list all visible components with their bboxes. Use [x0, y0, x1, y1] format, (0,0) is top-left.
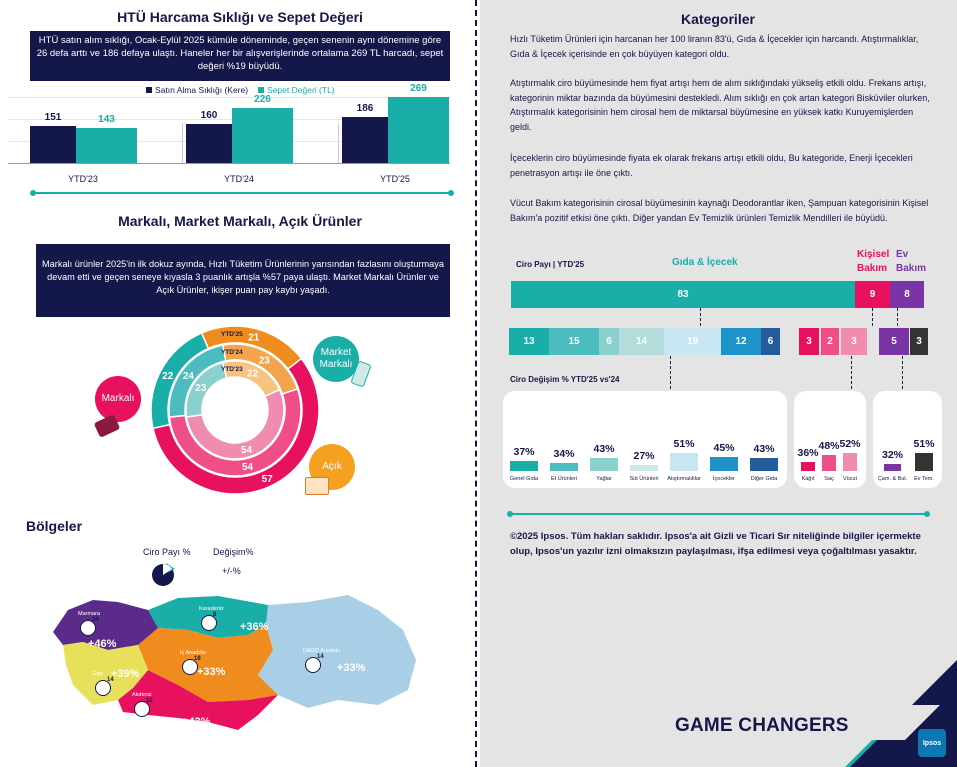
- donut-ring-label: YTD'23: [221, 366, 243, 373]
- donut-value-label: 22: [247, 368, 259, 380]
- change-value-label: 45%: [713, 441, 735, 454]
- connector-card3: [902, 356, 903, 394]
- region-change-value: +36%: [240, 621, 269, 633]
- x-tick-label: YTD'25: [380, 174, 410, 184]
- connector-card2: [851, 356, 852, 394]
- change-value-label: 36%: [797, 446, 819, 459]
- legend-change: Değişim%: [213, 547, 254, 557]
- ev-label-1: Ev: [896, 249, 909, 260]
- bubble-acik: Açık: [309, 444, 355, 490]
- connector-ev: [897, 308, 898, 326]
- bubble-markali: Markalı: [95, 376, 141, 422]
- region-share-value: 18: [194, 656, 201, 662]
- bar-value-label: 269: [410, 83, 427, 94]
- gida-label: Gıda & İçecek: [672, 257, 738, 268]
- region-name-label: Karadeniz: [199, 606, 224, 612]
- axis-baseline: [8, 163, 450, 164]
- category-label: Et Ürünleri: [551, 476, 577, 482]
- food-share-segment: 15: [549, 328, 599, 355]
- kisisel-label-2: Bakım: [857, 263, 888, 274]
- category-label: Atıştırmalıklar: [667, 476, 701, 482]
- donut-value-label: 24: [182, 370, 194, 382]
- category-label: Genel Gıda: [509, 476, 539, 482]
- bar-value-label: 143: [98, 113, 115, 125]
- donut-value-label: 23: [195, 382, 207, 394]
- bar-value-label: 151: [44, 111, 62, 123]
- categories-para4: Vücut Bakım kategorisinin cirosal büyümesinin kaynağı Deodorantlar iken, Şampuan kategorisinin Kişisel Bakım'a pozitif etkisi öne çıktı. Diğer yandan Ev Temizlik ürünleri Temizlik Mendilleri ile büyüdü.: [510, 198, 929, 223]
- card-food: [503, 391, 787, 488]
- region-name-label: Akdeniz: [132, 692, 152, 698]
- food-share-segment: 19: [664, 328, 721, 355]
- category-label: Saç: [824, 476, 834, 482]
- ciro-payi-label: Ciro Payı | YTD'25: [516, 260, 585, 269]
- category-label: Vücut: [842, 476, 858, 482]
- donut-value-label: 57: [261, 473, 273, 485]
- dashed-divider: [475, 0, 477, 767]
- change-bar: [801, 462, 815, 471]
- change-value-label: 51%: [913, 438, 935, 451]
- brand-tagline: GAME CHANGERS: [675, 715, 849, 736]
- legend-share: Ciro Payı %: [143, 547, 191, 557]
- change-bar: [510, 461, 538, 471]
- home-share-segment: 5: [879, 328, 909, 355]
- connector-card1: [670, 356, 671, 394]
- chart1-line-dot-left: [30, 190, 36, 196]
- change-bar: [750, 458, 778, 471]
- brand-title: Markalı, Market Markalı, Açık Ürünler: [118, 213, 362, 229]
- gridline: [8, 97, 450, 98]
- legend-change-sub: +/-%: [222, 566, 241, 576]
- region-name-label: Ege: [93, 671, 103, 677]
- left-panel: [0, 0, 478, 767]
- personal-share-segment: 3: [841, 328, 867, 355]
- home-share-segment: 3: [910, 328, 928, 355]
- category-label: Diğer Gıda: [750, 476, 778, 482]
- regions-title: Bölgeler: [26, 518, 83, 534]
- personal-share-segment: 2: [821, 328, 839, 355]
- change-bar: [822, 455, 836, 471]
- region-name-label: İç Anadolu: [180, 650, 206, 656]
- change-value-label: 43%: [753, 442, 775, 455]
- bar-basket: [232, 108, 293, 163]
- footer-line-dot-right: [924, 511, 930, 517]
- frequency-basket-title: HTÜ Harcama Sıklığı ve Sepet Değeri: [117, 9, 363, 25]
- region-share-value: 14: [107, 677, 114, 683]
- footer-top-line: [510, 513, 928, 515]
- group-separator: [338, 123, 339, 163]
- region-share-value: 14: [317, 654, 324, 660]
- region-share-value: 12: [146, 698, 153, 704]
- donut-value-label: 54: [240, 444, 253, 456]
- footer-line-dot-left: [507, 511, 513, 517]
- bar-frequency: [342, 117, 388, 163]
- top-share-segment: 8: [890, 281, 924, 308]
- change-value-label: 48%: [818, 439, 840, 452]
- change-bar: [843, 453, 857, 471]
- category-label: Ev Tem.: [914, 476, 934, 482]
- ipsos-logo: Ipsos: [918, 729, 946, 757]
- brand-description: Markalı ürünler 2025'in ilk dokuz ayında, Hızlı Tüketim Ürünlerinin yarısından fazlasını oluşturmaya devam etti ve geçen seneye kıyasla 3 puanlık artışla %57 paya ulaştı. Market Markalı Ürünler ve Açık Ürünler, ikişer puan pay kaybı yaşadı.: [36, 244, 450, 317]
- ev-label-2: Bakım: [896, 263, 927, 274]
- donut-value-label: 23: [258, 355, 270, 367]
- connector-gida: [700, 308, 701, 326]
- category-label: Yağlar: [596, 476, 612, 482]
- change-bar: [630, 465, 658, 471]
- categories-para1: Hızlı Tüketim Ürünleri için harcanan her 100 liranın 83'ü, Gıda & İçecekler için harcandı. Atıştırmalıklar, Gıda & İçecek içerisinde en çok büyüyen kategori oldu.: [510, 34, 919, 59]
- change-bar: [915, 453, 933, 471]
- food-share-segment: 6: [761, 328, 780, 355]
- donut-value-label: 54: [241, 462, 254, 474]
- donut-ring-label: YTD'24: [221, 349, 243, 356]
- change-value-label: 34%: [553, 447, 575, 460]
- bar-frequency: [186, 124, 232, 163]
- change-value-label: 32%: [881, 449, 903, 462]
- legend-frequency: Satın Alma Sıklığı (Kere): [146, 85, 248, 95]
- legend-basket: Sepet Değeri (TL): [258, 85, 335, 95]
- bar-value-label: 186: [356, 103, 374, 115]
- top-share-segment: 9: [855, 281, 890, 308]
- categories-para3: İçeceklerin ciro büyümesinde fiyata ek olarak frekans artışı etkili oldu, Bu kategoride, Enerji İçecekleri penetrasyon artışı ile öne çıktı.: [510, 153, 913, 178]
- change-bar: [884, 464, 901, 471]
- brand-donut-chart: [150, 325, 320, 495]
- donut-value-label: 22: [162, 371, 174, 383]
- change-bar: [550, 463, 578, 471]
- region-change-value: +33%: [197, 666, 226, 678]
- change-bar: [590, 458, 618, 471]
- category-label: Süt Ürünleri: [629, 476, 659, 482]
- bar-frequency: [30, 126, 76, 163]
- change-value-label: 27%: [633, 450, 655, 462]
- region-name-label: Marmara: [78, 611, 101, 617]
- food-share-segment: 12: [721, 328, 761, 355]
- region-change-value: +39%: [111, 668, 140, 680]
- share-pie-icon: [150, 560, 178, 588]
- bubble-market-markali: Market Markalı: [313, 336, 359, 382]
- change-value-label: 43%: [593, 442, 615, 455]
- food-share-segment: 13: [509, 328, 549, 355]
- food-share-segment: 6: [599, 328, 619, 355]
- bar-value-label: 226: [254, 93, 271, 105]
- categories-para2: Atıştırmalık ciro büyümesinde hem fiyat artışı hem de alım sıklığındaki yükseliş etkili oldu. Frekans artışı, kategorinin miktar bazında da büyümesini destekledi. Alım sıklığı en çok artan kategori Bisküviler olurken, Atıştırmalık kategorisinin hem cirosal hem de miktarsal büyümesine en yüksek katkı Kuruyemişlerden geldi.: [510, 78, 930, 132]
- frequency-basket-description: HTÜ satın alım sıklığı, Ocak-Eylül 2025 kümüle döneminde, geçen senenin aynı dönemine göre 26 defa arttı ve 186 defaya ulaştı. Haneler her bir alışverişlerinde ortalama 269 TL harcadı, sepet değeri %19 büyüdü.: [30, 31, 450, 81]
- ciro-degisim-label: Ciro Değişim % YTD'25 vs'24: [510, 375, 620, 384]
- change-value-label: 37%: [513, 446, 535, 459]
- change-value-label: 52%: [839, 437, 861, 450]
- bar-basket: [76, 128, 137, 163]
- box-icon: [305, 477, 329, 495]
- donut-value-label: 21: [248, 332, 260, 344]
- category-label: Çam. & Bul.: [877, 476, 908, 482]
- region-share-value: 34: [92, 617, 99, 623]
- region-share-value: 8: [213, 612, 217, 618]
- change-bar: [710, 457, 738, 471]
- category-label: Kağıt: [801, 476, 815, 482]
- x-tick-label: YTD'24: [224, 174, 254, 184]
- bar-basket: [388, 97, 449, 163]
- region-change-value: +33%: [337, 662, 366, 674]
- bar-value-label: 160: [200, 109, 218, 121]
- region-name-label: D&GD Anadolu: [303, 648, 341, 654]
- region-change-value: +46%: [88, 638, 117, 650]
- x-tick-label: YTD'23: [68, 174, 98, 184]
- connector-kisisel: [872, 308, 873, 326]
- kisisel-label-1: Kişisel: [857, 249, 890, 260]
- categories-title: Kategoriler: [681, 11, 755, 27]
- donut-ring-label: YTD'25: [221, 331, 243, 338]
- copyright-text: ©2025 Ipsos. Tüm hakları saklıdır. Ipsos'a ait Gizli ve Ticari Sır niteliğinde bilgiler içermekte olup, Ipsos'un yazılır izni olmaksızın paylaşılması, ifşa edilmesi veya çoğaltılması yasaktır.: [510, 531, 921, 557]
- region-change-value: +43%: [182, 716, 211, 728]
- chart1-bottom-line: [33, 192, 451, 194]
- chart1-line-dot-right: [448, 190, 454, 196]
- food-share-segment: 14: [619, 328, 664, 355]
- category-label: İçecekler: [712, 476, 735, 482]
- change-bar: [670, 453, 698, 471]
- personal-share-segment: 3: [799, 328, 819, 355]
- group-separator: [182, 123, 183, 163]
- top-share-segment: 83: [511, 281, 855, 308]
- change-value-label: 51%: [673, 438, 695, 451]
